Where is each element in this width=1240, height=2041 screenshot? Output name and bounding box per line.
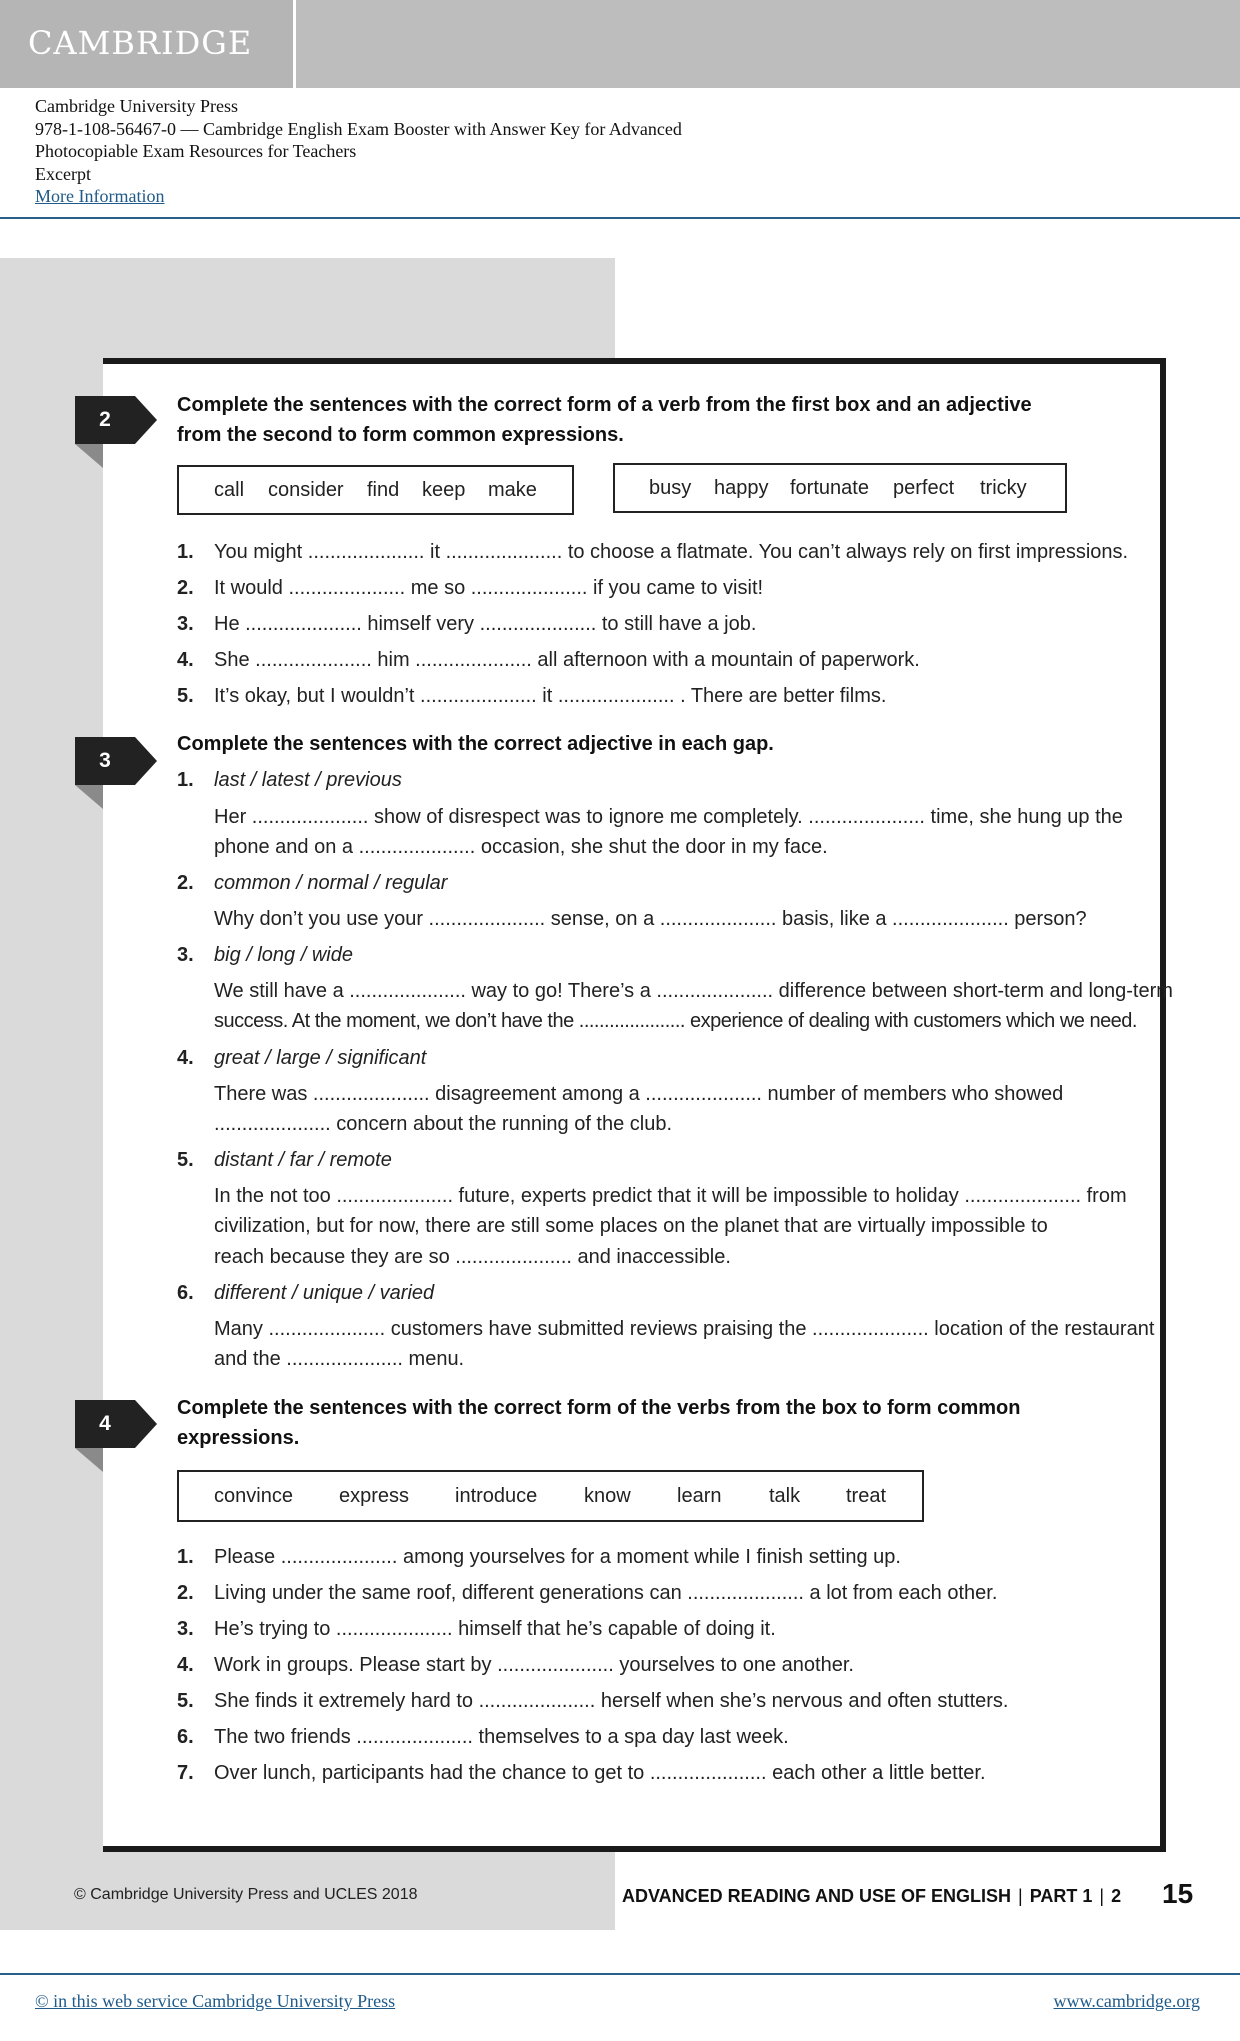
exercise-3-badge [75,737,161,785]
adjective-box [613,463,1067,513]
more-information-link[interactable]: More Information [35,186,165,206]
item-number: 3. [177,613,194,635]
exercise-4-badge [75,1400,161,1448]
options-text: different / unique / varied [214,1282,435,1304]
sentence-line: Why don’t you use your ..................... sense, on a ..................... basis, like a ..................... person? [214,908,1087,930]
item-number: 2. [177,1582,194,1604]
word: fortunate [790,477,869,499]
item-number: 1. [177,769,194,791]
badge-arrow-icon [135,1400,157,1448]
word: consider [268,479,344,501]
item-text: He ..................... himself very ..................... to still have a job. [214,613,757,635]
separator: | [1018,1886,1023,1906]
sentence-line: We still have a ..................... way to go! There’s a ..................... difference between short-term and long-term [214,980,1173,1002]
sentence-line: There was ..................... disagreement among a ..................... number of members who showed [214,1083,1064,1105]
item-text: Over lunch, participants had the chance to get to ..................... each other a little better. [214,1762,986,1784]
item-number: 4. [177,1047,194,1069]
sentence-line: ..................... concern about the running of the club. [214,1113,673,1135]
sentence-line: success. At the moment, we don’t have the ..................... experience of dealing with customers which we need. [214,1010,1137,1032]
page-number: 15 [1162,1878,1194,1909]
item-text: It’s okay, but I wouldn’t ..................... it ..................... . There are better films. [214,685,887,707]
item-number: 4. [177,1654,194,1676]
item-number: 5. [177,1690,194,1712]
sentence-line: and the ..................... menu. [214,1348,465,1370]
options-text: last / latest / previous [214,769,402,791]
badge-fold-icon [75,1448,103,1472]
item-number: 5. [177,685,194,707]
badge-arrow-icon [135,396,157,444]
item-text: It would ..................... me so ..................... if you came to visit! [214,577,764,599]
header-bar [0,0,1240,88]
options-text: common / normal / regular [214,872,448,894]
item-text: The two friends ..................... themselves to a spa day last week. [214,1726,789,1748]
footer-divider [0,1973,1240,1975]
item-text: She ..................... him ..................... all afternoon with a mountain of paperwork. [214,649,920,671]
item-number: 1. [177,541,194,563]
exercise-number: 2 [75,396,135,444]
item-number: 5. [177,1149,194,1171]
item-text: She finds it extremely hard to ..................... herself when she’s nervous and often stutters. [214,1690,1009,1712]
sentence-line: phone and on a ..................... occasion, she shut the door in my face. [214,836,828,858]
exercise-number: 3 [75,737,135,785]
exercise-4-instruction [177,1393,1020,1453]
item-number: 3. [177,1618,194,1640]
word: tricky [980,477,1027,499]
publisher: Cambridge University Press [35,96,238,116]
sentence-line: civilization, but for now, there are still some places on the planet that are virtually impossible to [214,1215,1048,1237]
word: learn [677,1485,722,1507]
sentence-line: Her ..................... show of disrespect was to ignore me completely. ..................... time, she hung up the [214,806,1123,828]
item-number: 7. [177,1762,194,1784]
instruction-line: Complete the sentences with the correct form of a verb from the first box and an adjective [177,394,1032,416]
exercise-3-instruction: Complete the sentences with the correct adjective in each gap. [177,733,774,755]
word: call [214,479,245,501]
word: find [367,479,400,501]
item-number: 2. [177,872,194,894]
isbn-title: 978-1-108-56467-0 — Cambridge English Exam Booster with Answer Key for Advanced [35,118,682,139]
excerpt-label: Excerpt [35,163,91,184]
item-number: 1. [177,1546,194,1568]
item-number: 3. [177,944,194,966]
word: perfect [893,477,955,499]
options-text: distant / far / remote [214,1149,392,1171]
header-divider [0,217,1240,219]
section-title: ADVANCED READING AND USE OF ENGLISH [622,1886,1012,1906]
word: convince [214,1485,293,1507]
badge-fold-icon [75,785,103,809]
badge-arrow-icon [135,737,157,785]
item-number: 6. [177,1282,194,1304]
item-text: Work in groups. Please start by ..................... yourselves to one another. [214,1654,854,1676]
item-number: 2. [177,577,194,599]
cambridge-website-link[interactable]: www.cambridge.org [1053,1991,1200,2011]
copyright-notice: © Cambridge University Press and UCLES 2018 [74,1886,418,1903]
exercise-2-instruction [177,390,1032,450]
instruction-line: Complete the sentences with the correct form of the verbs from the box to form common [177,1397,1021,1419]
word: make [488,479,537,501]
item-text: Please ..................... among yourselves for a moment while I finish setting up. [214,1546,901,1568]
word: introduce [455,1485,538,1507]
options-text: great / large / significant [214,1047,427,1069]
sentence-line: Many ..................... customers have submitted reviews praising the ..................... location of the restaurant [214,1318,1155,1340]
item-number: 4. [177,649,194,671]
item-text: He’s trying to ..................... himself that he’s capable of doing it. [214,1618,776,1640]
part-number: 2 [1111,1886,1122,1906]
publication-info [35,95,682,208]
item-number: 6. [177,1726,194,1748]
options-text: big / long / wide [214,944,353,966]
word: keep [422,479,466,501]
word: know [584,1485,631,1507]
item-text: Living under the same roof, different generations can ..................... a lot from each other. [214,1582,998,1604]
word: busy [649,477,692,499]
word: express [339,1485,410,1507]
badge-fold-icon [75,444,103,468]
verb-box [177,1470,924,1522]
exercise-2-badge [75,396,161,444]
instruction-line: from the second to form common expressions. [177,424,624,446]
instruction-line: expressions. [177,1427,300,1449]
sentence-line: In the not too ..................... future, experts predict that it will be impossible to holiday ..................... from [214,1185,1127,1207]
item-text: You might ..................... it ..................... to choose a flatmate. You can’t always rely on first impressions. [214,541,1129,563]
cambridge-logo: CAMBRIDGE [28,24,253,62]
section-footer [622,1886,1121,1907]
verb-box [177,465,574,515]
logo-block [0,0,296,88]
separator: | [1099,1886,1105,1906]
sentence-line: reach because they are so ..................... and inaccessible. [214,1246,731,1268]
word: happy [714,477,769,499]
word: treat [846,1485,887,1507]
subtitle: Photocopiable Exam Resources for Teachers [35,141,357,161]
exercise-number: 4 [75,1400,135,1448]
word: talk [769,1485,801,1507]
part-label: PART 1 [1029,1886,1093,1906]
web-service-link[interactable]: © in this web service Cambridge University Press [35,1991,396,2011]
